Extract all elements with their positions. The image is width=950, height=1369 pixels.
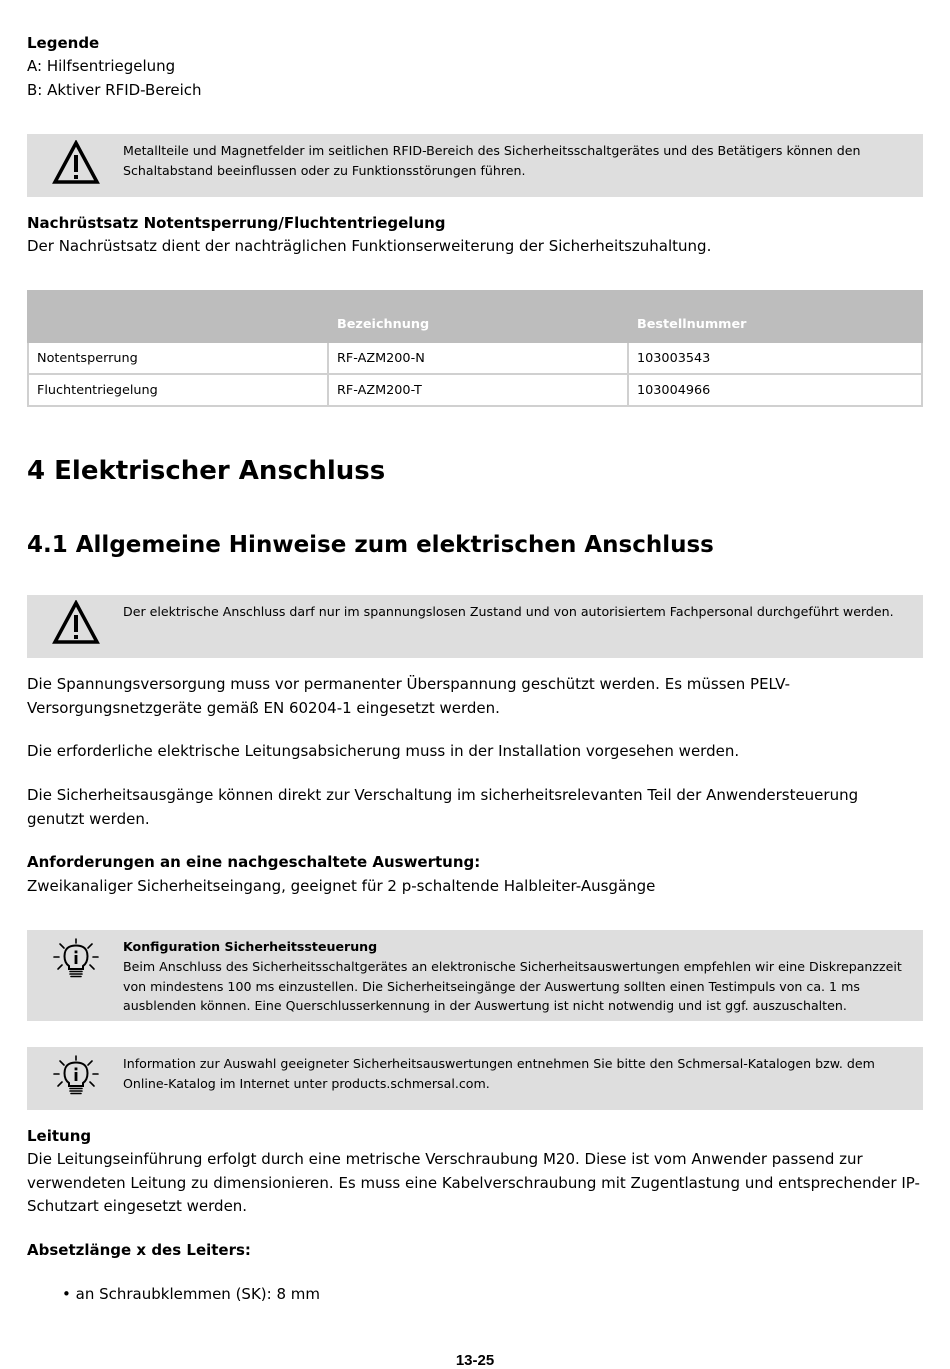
paragraph-fuse: Die erforderliche elektrische Leitungsabsicherung muss in der Installation vorgesehen werden. <box>27 742 740 760</box>
requirements-text: Zweikanaliger Sicherheitseingang, geeignet für 2 p-schaltende Halbleiter-Ausgänge <box>27 877 656 895</box>
table-row <box>28 374 922 406</box>
warning-text: Metallteile und Magnetfelder im seitlichen RFID-Bereich des Sicherheitsschaltgerätes und des Betätigers können den Schaltabstand beeinflussen oder zu Funktionsstörungen führen. <box>123 143 861 178</box>
table-header-cell: Bestellnummer <box>628 291 922 342</box>
info-box-title: Konfiguration Sicherheitssteuerung <box>123 939 378 954</box>
info-box <box>27 930 923 1021</box>
paragraph-safety-outputs: Die Sicherheitsausgänge können direkt zur Verschaltung im sicherheitsrelevanten Teil der Anwendersteuerung genutzt werden. <box>27 786 859 828</box>
table-cell: RF-AZM200-T <box>328 374 628 406</box>
table-header-row <box>28 291 922 342</box>
list-item <box>62 1283 320 1307</box>
table-cell: Fluchtentriegelung <box>28 374 328 406</box>
retrofit-text: Der Nachrüstsatz dient der nachträglichen Funktionserweiterung der Sicherheitszuhaltung. <box>27 237 712 255</box>
table-cell: Notentsperrung <box>28 342 328 374</box>
lightbulb-info-icon <box>52 938 100 980</box>
legend-item-b: B: Aktiver RFID-Bereich <box>27 81 202 99</box>
lightbulb-info-icon <box>52 1055 100 1097</box>
table-row <box>28 342 922 374</box>
table-header-cell: Bezeichnung <box>328 291 628 342</box>
retrofit-table <box>27 290 923 407</box>
info-box-content <box>123 937 913 1016</box>
legend-item-a: A: Hilfsentriegelung <box>27 57 176 75</box>
cable-title: Leitung <box>27 1127 92 1145</box>
legend-title: Legende <box>27 34 100 52</box>
section-heading: 4 Elektrischer Anschluss <box>27 456 386 486</box>
table-cell: 103004966 <box>628 374 922 406</box>
table-cell: 103003543 <box>628 342 922 374</box>
list-item-text: an Schraubklemmen (SK): 8 mm <box>75 1285 320 1303</box>
warning-box <box>27 595 923 658</box>
cable-text: Die Leitungseinführung erfolgt durch eine metrische Verschraubung M20. Diese ist vom Anwender passend zur verwendeten Leitung zu dimensionieren. Es muss eine Kabelverschraubung mit Zugentlastung und entsprechender IP-Schutzart eingesetzt werden. <box>27 1150 920 1215</box>
info-box <box>27 1047 923 1110</box>
warning-text: Der elektrische Anschluss darf nur im spannungslosen Zustand und von autorisiertem Fachpersonal durchgeführt werden. <box>123 604 894 619</box>
info-box-text: Information zur Auswahl geeigneter Sicherheitsauswertungen entnehmen Sie bitte den Schmersal-Katalogen bzw. dem Online-Katalog im Internet unter products.schmersal.com. <box>123 1056 875 1091</box>
table-header-cell <box>28 291 328 342</box>
retrofit-title: Nachrüstsatz Notentsperrung/Fluchtentriegelung <box>27 214 446 232</box>
paragraph-power-supply: Die Spannungsversorgung muss vor permanenter Überspannung geschützt werden. Es müssen PELV-Versorgungsnetzgeräte gemäß EN 60204-1 eingesetzt werden. <box>27 675 791 717</box>
warning-box <box>27 134 923 197</box>
info-box-text: Beim Anschluss des Sicherheitsschaltgerätes an elektronische Sicherheitsauswertungen empfehlen wir eine Diskrepanzzeit von mindestens 100 ms einzustellen. Die Sicherheitseingänge der Auswertung sollten einen Testimpuls von ca. 1 ms ausblenden können. Eine Querschlusserkennung in der Auswertung ist nicht notwendig und ist ggf. auszuschalten. <box>123 958 902 1014</box>
warning-triangle-icon <box>52 600 100 646</box>
requirements-title: Anforderungen an eine nachgeschaltete Auswertung: <box>27 853 481 871</box>
bullet-icon: • <box>62 1285 71 1303</box>
warning-triangle-icon <box>52 140 100 186</box>
subsection-heading: 4.1 Allgemeine Hinweise zum elektrischen Anschluss <box>27 532 714 558</box>
page-number: 13-25 <box>455 1352 495 1369</box>
table-cell: RF-AZM200-N <box>328 342 628 374</box>
strip-length-title: Absetzlänge x des Leiters: <box>27 1241 251 1259</box>
